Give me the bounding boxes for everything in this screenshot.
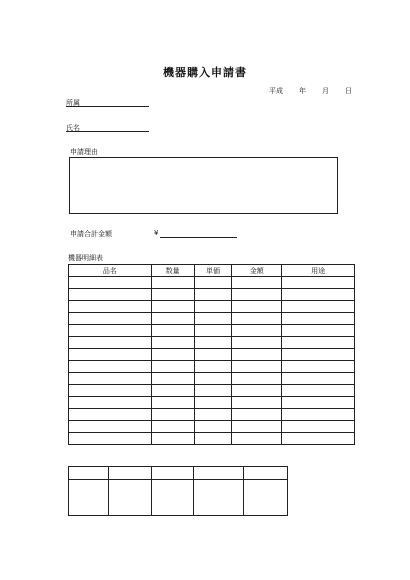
table-cell[interactable]: [151, 385, 194, 397]
table-cell[interactable]: [69, 433, 152, 445]
table-cell[interactable]: [69, 373, 152, 385]
table-cell[interactable]: [194, 301, 232, 313]
table-row: [69, 349, 355, 361]
header-unit-price: 単価: [194, 265, 232, 277]
table-cell[interactable]: [232, 289, 282, 301]
table-cell[interactable]: [232, 313, 282, 325]
table-cell[interactable]: [282, 313, 355, 325]
table-cell[interactable]: [151, 409, 194, 421]
approval-stamp-cell[interactable]: [151, 480, 194, 516]
table-cell[interactable]: [194, 289, 232, 301]
table-cell[interactable]: [282, 385, 355, 397]
table-row: [69, 289, 355, 301]
approval-stamp-cell[interactable]: [244, 480, 288, 516]
approval-header-cell: [151, 467, 194, 480]
table-cell[interactable]: [151, 301, 194, 313]
table-cell[interactable]: [69, 361, 152, 373]
approval-stamp-cell[interactable]: [108, 480, 151, 516]
table-cell[interactable]: [151, 349, 194, 361]
table-cell[interactable]: [151, 433, 194, 445]
items-table: [68, 264, 355, 445]
table-cell[interactable]: [232, 349, 282, 361]
document-title: 機器購入申請書: [163, 66, 247, 79]
table-cell[interactable]: [282, 301, 355, 313]
table-row: [69, 421, 355, 433]
table-cell[interactable]: [194, 337, 232, 349]
table-row: [69, 433, 355, 445]
table-row: [69, 397, 355, 409]
table-cell[interactable]: [194, 313, 232, 325]
table-cell[interactable]: [69, 385, 152, 397]
table-cell[interactable]: [194, 277, 232, 289]
reason-box[interactable]: [69, 157, 338, 214]
table-cell[interactable]: [151, 397, 194, 409]
table-cell[interactable]: [69, 349, 152, 361]
table-cell[interactable]: [151, 421, 194, 433]
table-row: [69, 409, 355, 421]
approval-stamp-row: [69, 480, 288, 516]
approval-header-cell: [69, 467, 109, 480]
header-amount: 金額: [232, 265, 282, 277]
table-cell[interactable]: [151, 277, 194, 289]
table-row: [69, 373, 355, 385]
approval-stamp-cell[interactable]: [69, 480, 109, 516]
table-cell[interactable]: [151, 325, 194, 337]
table-cell[interactable]: [232, 373, 282, 385]
name-field[interactable]: [66, 131, 149, 132]
table-cell[interactable]: [282, 337, 355, 349]
table-row: [69, 337, 355, 349]
table-cell[interactable]: [232, 433, 282, 445]
table-cell[interactable]: [194, 325, 232, 337]
header-quantity: 数量: [151, 265, 194, 277]
reason-label: 申請理由: [70, 148, 98, 156]
table-cell[interactable]: [282, 409, 355, 421]
header-purpose: 用途: [282, 265, 355, 277]
date-day-label: 日: [345, 87, 352, 95]
table-cell[interactable]: [69, 301, 152, 313]
table-cell[interactable]: [232, 277, 282, 289]
total-amount-field[interactable]: [160, 237, 237, 238]
table-cell[interactable]: [194, 421, 232, 433]
department-label: 所属: [66, 99, 80, 107]
approval-table: [68, 466, 288, 516]
table-cell[interactable]: [232, 301, 282, 313]
date-era-label: 平成: [269, 87, 283, 95]
table-cell[interactable]: [282, 421, 355, 433]
items-section-label: 機器明細表: [68, 254, 103, 262]
table-cell[interactable]: [151, 313, 194, 325]
approval-header-cell: [244, 467, 288, 480]
yen-sign: ¥: [154, 229, 159, 237]
table-cell[interactable]: [282, 325, 355, 337]
table-cell[interactable]: [194, 433, 232, 445]
table-cell[interactable]: [151, 337, 194, 349]
table-cell[interactable]: [282, 349, 355, 361]
table-cell[interactable]: [69, 397, 152, 409]
table-cell[interactable]: [69, 409, 152, 421]
table-cell[interactable]: [69, 313, 152, 325]
table-cell[interactable]: [232, 337, 282, 349]
table-cell[interactable]: [194, 385, 232, 397]
table-row: [69, 325, 355, 337]
approval-stamp-cell[interactable]: [194, 480, 244, 516]
header-item-name: 品名: [69, 265, 152, 277]
table-cell[interactable]: [282, 289, 355, 301]
table-cell[interactable]: [194, 397, 232, 409]
table-cell[interactable]: [194, 361, 232, 373]
table-cell[interactable]: [282, 433, 355, 445]
table-cell[interactable]: [194, 373, 232, 385]
table-cell[interactable]: [69, 277, 152, 289]
table-cell[interactable]: [69, 421, 152, 433]
table-row: [69, 301, 355, 313]
name-label: 氏名: [66, 124, 80, 132]
approval-header-cell: [194, 467, 244, 480]
table-cell[interactable]: [232, 361, 282, 373]
table-cell[interactable]: [151, 373, 194, 385]
date-year-label: 年: [299, 87, 306, 95]
table-cell[interactable]: [151, 289, 194, 301]
table-cell[interactable]: [69, 289, 152, 301]
table-cell[interactable]: [194, 349, 232, 361]
table-cell[interactable]: [194, 409, 232, 421]
table-cell[interactable]: [232, 397, 282, 409]
table-cell[interactable]: [282, 397, 355, 409]
table-row: [69, 313, 355, 325]
table-row: [69, 277, 355, 289]
table-cell[interactable]: [232, 421, 282, 433]
table-cell[interactable]: [69, 325, 152, 337]
approval-header-row: [69, 467, 288, 480]
table-cell[interactable]: [282, 277, 355, 289]
table-cell[interactable]: [232, 385, 282, 397]
date-month-label: 月: [322, 87, 329, 95]
approval-header-cell: [108, 467, 151, 480]
table-cell[interactable]: [232, 325, 282, 337]
table-cell[interactable]: [69, 337, 152, 349]
table-cell[interactable]: [282, 361, 355, 373]
table-cell[interactable]: [282, 373, 355, 385]
table-cell[interactable]: [151, 361, 194, 373]
total-amount-label: 申請合計金額: [70, 230, 112, 238]
table-row: [69, 361, 355, 373]
table-row: [69, 385, 355, 397]
items-table-header: [69, 265, 355, 277]
department-field[interactable]: [66, 106, 149, 107]
table-cell[interactable]: [232, 409, 282, 421]
